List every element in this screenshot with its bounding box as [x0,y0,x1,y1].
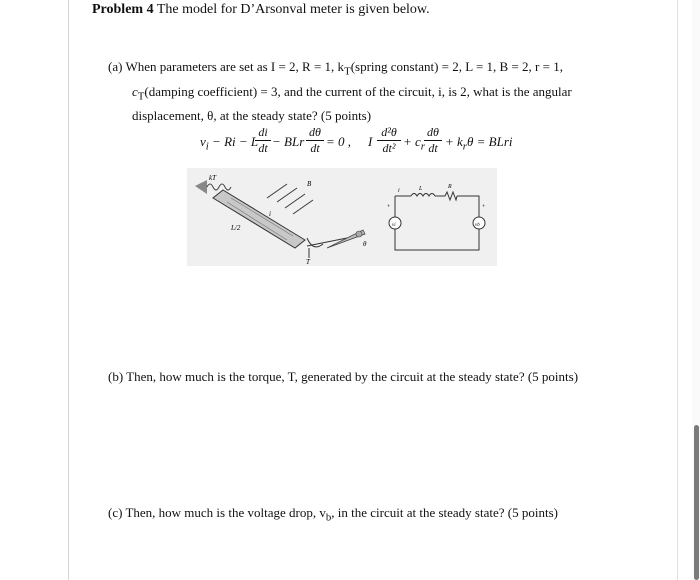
label-circuit-i: i [398,188,400,194]
eq1-frac-dtheta-dt: dθ dt [306,126,324,155]
qa-line1-sub: T [344,65,351,78]
qc-sub: b [325,511,332,524]
qa-line2-rest: (damping coefficient) = 3, and the current of the circuit, i, is 2, what is the angular [144,83,572,99]
qa-line1: (a) When parameters are set as I = 2, R = 1, k [108,59,345,74]
eq2-frac-dtheta-dt: dθ dt [424,126,442,155]
question-c [108,505,558,524]
label-coil-i: i [269,210,271,218]
label-T: T [306,258,310,266]
eq2-lead: I [368,134,373,149]
eq1-lead: $v_i - Ri - L$ [200,134,259,153]
qa-line1-rest: (spring constant) = 2, L = 1, B = 2, r = 1, [350,59,563,74]
qc-post: , in the circuit at the steady state? (5 points) [331,505,558,520]
eq1-frac-di-dt: di dt [255,126,271,155]
label-theta: θ [363,240,367,248]
page-left-edge [68,0,69,580]
svg-text:vi: vi [392,223,396,228]
voltage-source-vi-icon [389,217,401,229]
qa-line2-sub: T [137,90,145,103]
darsonval-figure [187,168,497,266]
svg-text:vb: vb [475,223,480,228]
qc-pre: (c) Then, how much is the voltage drop, v [108,505,326,520]
eq2-end: + $k_r\theta$ = BLri [445,134,513,153]
label-B: B [307,180,312,188]
label-L2: L/2 [231,224,241,232]
question-a [108,57,608,125]
question-b: (b) Then, how much is the torque, T, generated by the circuit at the steady state? (5 points) [108,369,579,384]
voltage-source-vb-icon [473,217,485,229]
label-kT: kT [209,174,216,182]
label-plus-right: + [482,204,486,210]
problem-label: Problem 4 [92,2,154,17]
eq2-frac-d2theta-dt2: d²θ dt² [377,126,401,155]
label-resistor: R [448,184,452,190]
label-inductor: L [419,186,423,192]
scrollbar-thumb[interactable] [694,425,699,580]
label-plus-left: + [387,204,391,210]
eq2-plus-c: + $c_r$ [403,134,426,153]
eq1-end: = 0 , [326,134,352,149]
problem-title [92,2,430,18]
qa-line2-c: c [132,83,138,99]
eq1-blr: − BLr [272,134,305,149]
scrollbar-track[interactable] [692,0,700,580]
problem-intro: The model for D’Arsonval meter is given below. [156,2,430,17]
qa-line3: displacement, θ, at the steady state? (5 points) [132,108,372,124]
page-right-edge [677,0,678,580]
